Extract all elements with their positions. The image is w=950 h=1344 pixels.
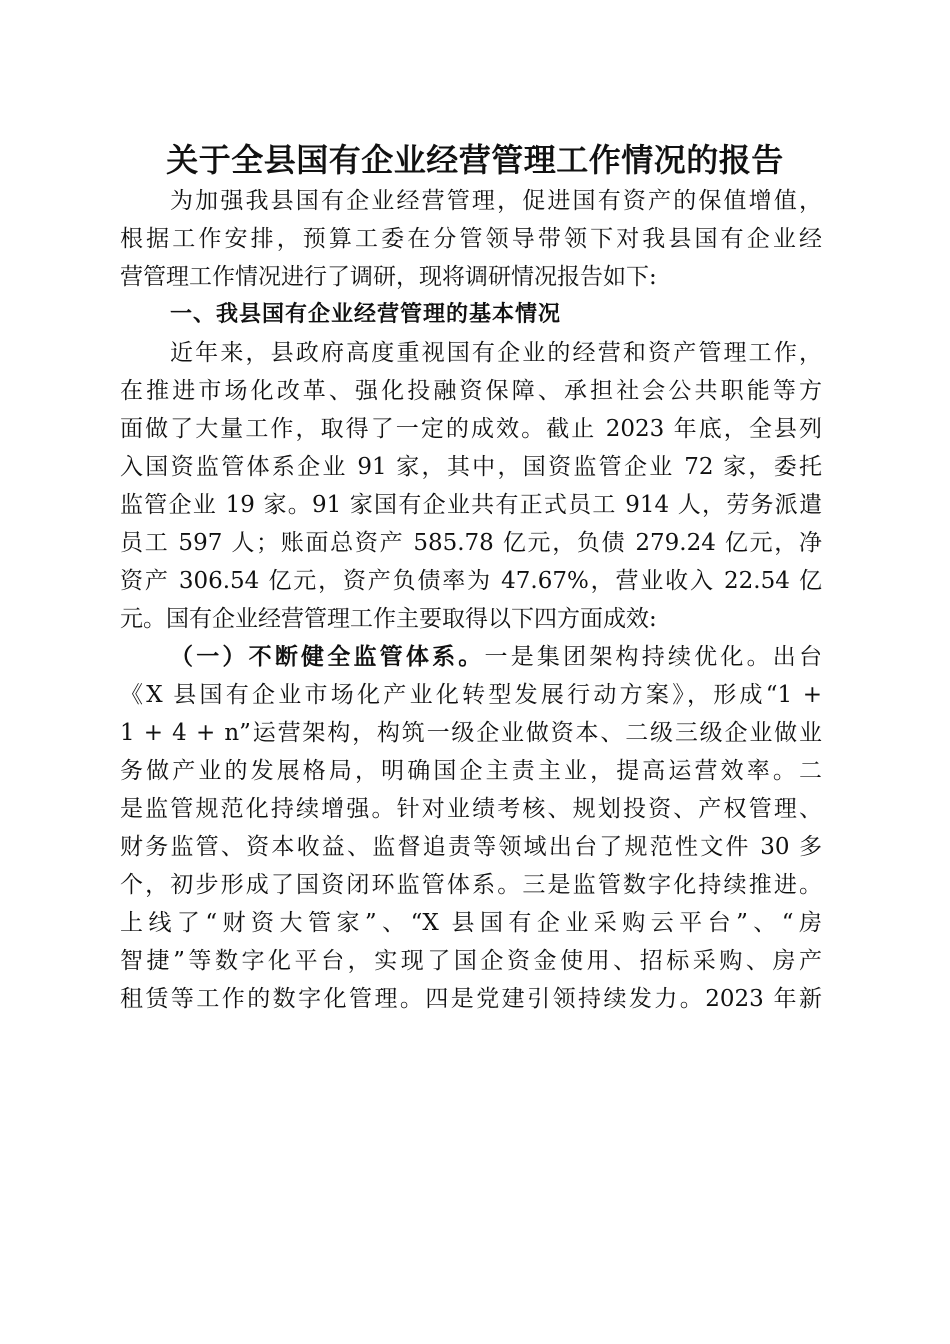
text-line bbox=[120, 676, 822, 714]
text-line bbox=[120, 638, 822, 676]
text-line bbox=[120, 524, 822, 562]
line-text: 员工 597 人；账面总资产 585.78 亿元，负债 279.24 亿元，净 bbox=[120, 530, 822, 556]
line-text: 根据工作安排，预算工委在分管领导带领下对我县国有企业经 bbox=[120, 226, 822, 252]
line-text: 上线了“财资大管家”、“X 县国有企业采购云平台”、“房 bbox=[120, 910, 822, 936]
text-line bbox=[120, 448, 822, 486]
line-text: 一、我县国有企业经营管理的基本情况 bbox=[170, 302, 562, 327]
text-line bbox=[120, 258, 822, 296]
line-text: 入国资监管体系企业 91 家，其中，国资监管企业 72 家，委托 bbox=[120, 454, 822, 480]
line-text: 智捷”等数字化平台，实现了国企资金使用、招标采购、房产 bbox=[120, 948, 822, 974]
line-text: 财务监管、资本收益、监督追责等领域出台了规范性文件 30 多 bbox=[120, 834, 822, 860]
document-title: 关于全县国有企业经营管理工作情况的报告 bbox=[166, 141, 784, 179]
line-text: 个，初步形成了国资闭环监管体系。三是监管数字化持续推进。 bbox=[120, 872, 822, 898]
text-line bbox=[120, 600, 822, 638]
text-line bbox=[120, 828, 822, 866]
line-text: 《X 县国有企业市场化产业化转型发展行动方案》，形成“1 + bbox=[120, 682, 822, 708]
text-line bbox=[120, 182, 822, 220]
line-text: 是监管规范化持续增强。针对业绩考核、规划投资、产权管理、 bbox=[120, 796, 822, 822]
text-line bbox=[120, 372, 822, 410]
subsection-heading: （一）不断健全监管体系。 bbox=[170, 644, 485, 670]
text-line bbox=[120, 562, 822, 600]
line-text: 租赁等工作的数字化管理。四是党建引领持续发力。2023 年新 bbox=[120, 986, 822, 1012]
line-text: 监管企业 19 家。91 家国有企业共有正式员工 914 人，劳务派遣 bbox=[120, 492, 822, 518]
line-text: 为加强我县国有企业经营管理，促进国有资产的保值增值， bbox=[170, 188, 822, 214]
document-body bbox=[120, 182, 822, 1018]
text-line bbox=[120, 980, 822, 1018]
line-text: 近年来，县政府高度重视国有企业的经营和资产管理工作， bbox=[170, 340, 822, 366]
line-text: 元。国有企业经营管理工作主要取得以下四方面成效: bbox=[120, 606, 657, 632]
line-text: 务做产业的发展格局，明确国企主责主业，提高运营效率。二 bbox=[120, 758, 822, 784]
text-line bbox=[120, 486, 822, 524]
text-line bbox=[120, 904, 822, 942]
text-line bbox=[120, 410, 822, 448]
text-line bbox=[120, 334, 822, 372]
line-text: 面做了大量工作，取得了一定的成效。截止 2023 年底，全县列 bbox=[120, 416, 822, 442]
line-text: 在推进市场化改革、强化投融资保障、承担社会公共职能等方 bbox=[120, 378, 822, 404]
section-heading bbox=[120, 296, 822, 334]
line-text: 资产 306.54 亿元，资产负债率为 47.67%，营业收入 22.54 亿 bbox=[120, 568, 822, 594]
text-line bbox=[120, 752, 822, 790]
line-text: 1 + 4 + n”运营架构，构筑一级企业做资本、二级三级企业做业 bbox=[120, 720, 822, 746]
text-line bbox=[120, 866, 822, 904]
text-line bbox=[120, 714, 822, 752]
text-line bbox=[120, 942, 822, 980]
line-text: 一是集团架构持续优化。出台 bbox=[484, 644, 822, 670]
text-line bbox=[120, 220, 822, 258]
line-text: 营管理工作情况进行了调研，现将调研情况报告如下: bbox=[120, 264, 657, 290]
text-line bbox=[120, 790, 822, 828]
